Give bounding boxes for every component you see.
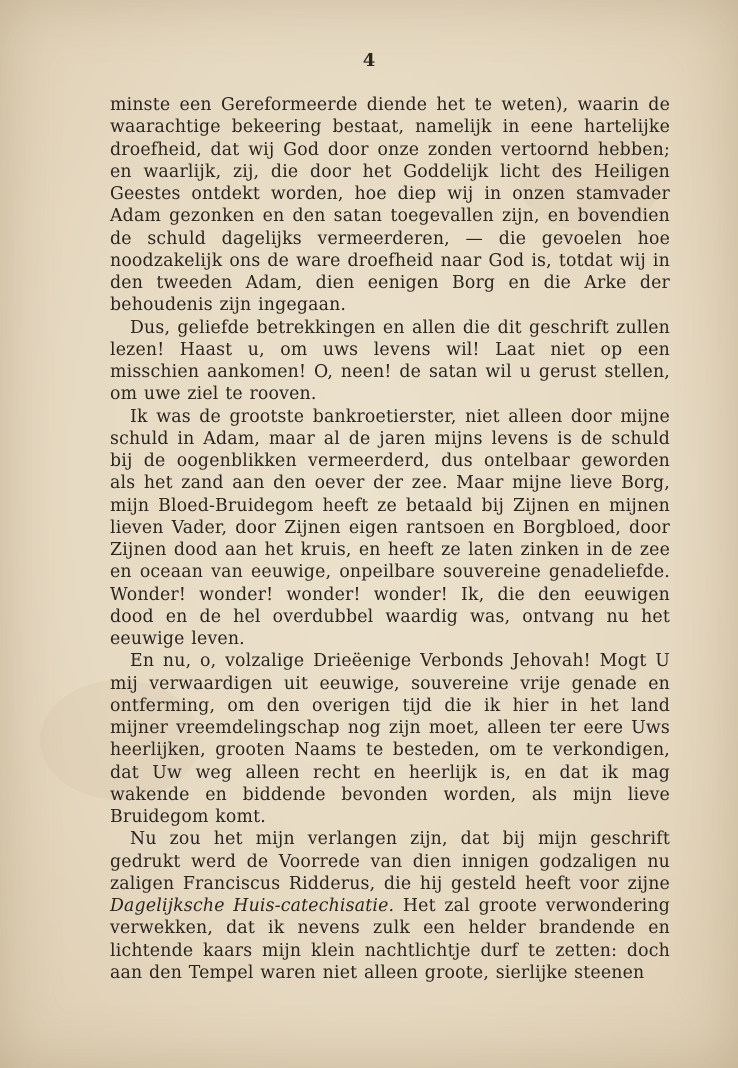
paragraph-3: Ik was de grootste bankroetierster, niet alleen door mijne schuld in Adam, maar al de jaren mijns levens is de schuld bij de oogenblikken vermeerderd, dus ontelbaar geworden als het zand aan den oever der zee. Maar mijne lieve Borg, mijn Bloed-Bruidegom heeft ze betaald bij Zijnen en mijnen lieven Vader, door Zijnen eigen rantsoen en Borgbloed, door Zijnen dood aan het kruis, en heeft ze laten zinken in de zee en oceaan van eeuwige, onpeilbare souvereine genadeliefde. Wonder! wonder! wonder! wonder! Ik, die den eeuwigen dood en de hel overdubbel waardig was, ontvang nu het eeuwige leven. bbox=[110, 406, 670, 649]
paragraph-5-text-start: Nu zou het mijn verlangen zijn, dat bij mijn geschrift gedrukt werd de Voorrede van dien innigen godzaligen nu zaligen Franciscus Ridderus, die hij gesteld heeft voor zijne bbox=[110, 829, 670, 894]
book-title: Dagelijksche Huis-catechisatie. bbox=[110, 896, 395, 916]
paragraph-5 bbox=[110, 828, 670, 984]
paragraph-1: minste een Gereformeerde diende het te weten), waarin de waarachtige bekeering bestaat, namelijk in eene hartelijke droefheid, dat wij God door onze zonden vertoornd hebben; en waarlijk, zij, die door het Goddelijk licht des Heiligen Geestes ontdekt worden, hoe diep wij in onzen stamvader Adam gezonken en den satan toegevallen zijn, en bovendien de schuld dagelijks vermeerderen, — die gevoelen hoe noodzakelijk ons de ware droefheid naar God is, totdat wij in den tweeden Adam, dien eenigen Borg en die Arke der behoudenis zijn ingegaan. bbox=[110, 95, 670, 316]
paragraph-2: Dus, geliefde betrekkingen en allen die dit geschrift zullen lezen! Haast u, om uws levens wil! Laat niet op een misschien aankomen! O, neen! de satan wil u gerust stellen, om uwe ziel te rooven. bbox=[110, 317, 670, 405]
paragraph-5-text-end: Het zal groote verwondering verwekken, dat ik nevens zulk een helder brandende en lichtende kaars mijn klein nachtlichtje durf te zetten: doch aan den Tempel waren niet alleen groote, sierlijke steenen bbox=[110, 896, 671, 983]
page-number: 4 bbox=[362, 50, 376, 71]
paragraph-4: En nu, o, volzalige Drieëenige Verbonds Jehovah! Mogt U mij verwaardigen uit eeuwige, souvereine vrije genade en ontferming, om den overigen tijd die ik hier in het land mijner vreemdelingschap nog zijn moet, alleen ter eere Uws heerlijken, grooten Naams te besteden, om te verkondigen, dat Uw weg alleen recht en heerlijk is, en dat ik mag wakende en biddende bevonden worden, als mijn lieve Bruidegom komt. bbox=[110, 651, 670, 827]
body-text bbox=[110, 94, 670, 984]
